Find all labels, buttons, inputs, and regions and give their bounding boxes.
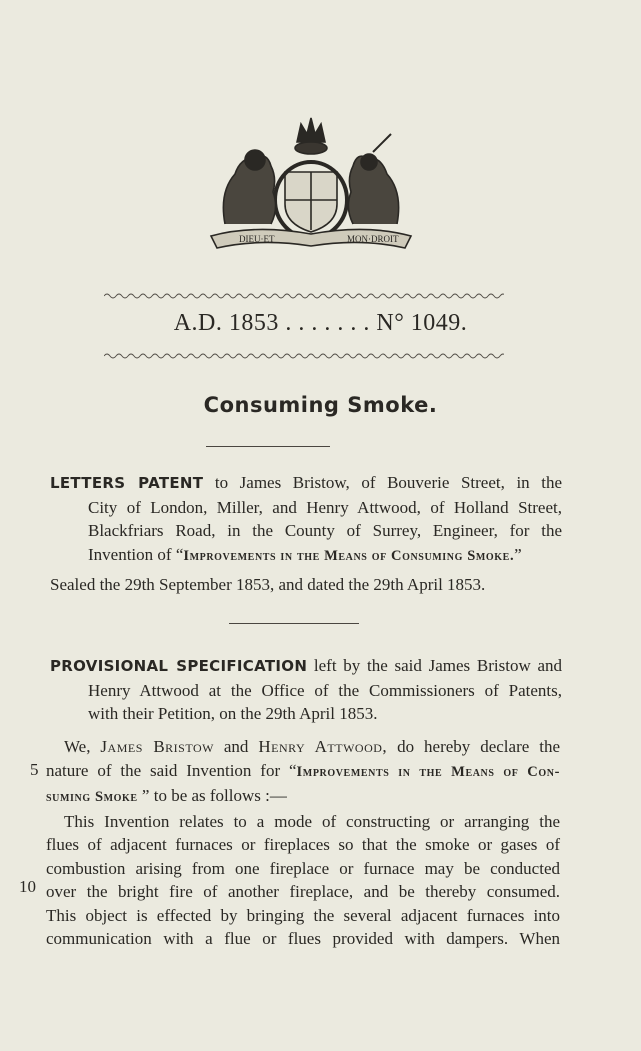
body-line: This Invention relates to a mode of constructing or arranging the	[64, 811, 560, 831]
provisional-specification-paragraph	[50, 654, 562, 726]
body-line	[46, 735, 560, 759]
letters-patent-text: to James Bristow, of Bouverie Street, in the	[214, 473, 563, 492]
body-line: communication with a flue or flues provided with dampers. When	[46, 929, 560, 948]
provisional-line: with their Petition, on the 29th April 1853.	[88, 704, 378, 723]
document-title: Consuming Smoke.	[203, 393, 438, 417]
divider	[206, 446, 330, 447]
body-text: We,	[64, 737, 91, 756]
provisional-text: left by the said James Bristow and	[313, 656, 562, 675]
line-number: 10	[19, 877, 36, 896]
body-text: and	[223, 737, 249, 756]
body-line: This object is effected by bringing the several adjacent furnaces into	[46, 905, 560, 925]
inventor-name: James Bristow	[100, 737, 214, 756]
decorative-wavy-rule	[104, 291, 504, 301]
invention-title: suming Smoke	[46, 789, 138, 805]
specification-body	[46, 735, 560, 951]
provisional-lead: PROVISIONAL SPECIFICATION	[50, 657, 308, 675]
body-line: over the bright fire of another fireplace, and be thereby consumed.	[46, 882, 560, 901]
body-text: ” to be as follows :—	[137, 786, 287, 805]
svg-text:MON·DROIT: MON·DROIT	[347, 234, 399, 244]
letters-patent-line: City of London, Miller, and Henry Attwood, of Holland Street,	[88, 497, 562, 517]
royal-coat-of-arms-icon	[205, 112, 417, 250]
letters-patent-lead: LETTERS PATENT	[50, 474, 204, 492]
line-number: 5	[30, 760, 39, 779]
svg-text:DIEU·ET: DIEU·ET	[239, 234, 275, 244]
letters-patent-text: ”	[514, 544, 522, 564]
divider	[229, 623, 359, 624]
body-line: combustion arising from one fireplace or furnace may be conducted	[46, 858, 560, 878]
provisional-line: Henry Attwood at the Office of the Commissioners of Patents,	[88, 680, 562, 700]
letters-patent-paragraph	[50, 471, 562, 568]
body-line	[46, 759, 560, 785]
letters-patent-line	[50, 471, 562, 496]
patent-year: A.D. 1853	[173, 310, 279, 336]
invention-title: Improvements in the Means of Consuming Smoke.	[183, 547, 515, 564]
body-line: flues of adjacent furnaces or fireplaces so that the smoke or gases of	[46, 835, 560, 854]
patent-number-heading	[0, 310, 641, 337]
body-line	[46, 784, 560, 810]
letters-patent-line: Blackfriars Road, in the County of Surrey, Engineer, for the	[88, 521, 562, 540]
decorative-wavy-rule	[104, 351, 504, 361]
letters-patent-text: Invention of “	[88, 544, 184, 564]
body-text: nature of the said Invention for “	[46, 760, 297, 780]
invention-title: Improvements in the Means of Con-	[296, 763, 560, 780]
letters-patent-line	[50, 543, 562, 569]
patent-number: N° 1049.	[376, 310, 468, 336]
body-text: do hereby declare the	[397, 737, 560, 756]
sealed-line: Sealed the 29th September 1853, and dated the 29th April 1853.	[50, 575, 486, 594]
provisional-line	[50, 654, 562, 679]
dot-leader: . . . . . . .	[285, 310, 370, 336]
inventor-name: Henry Attwood,	[258, 737, 388, 756]
